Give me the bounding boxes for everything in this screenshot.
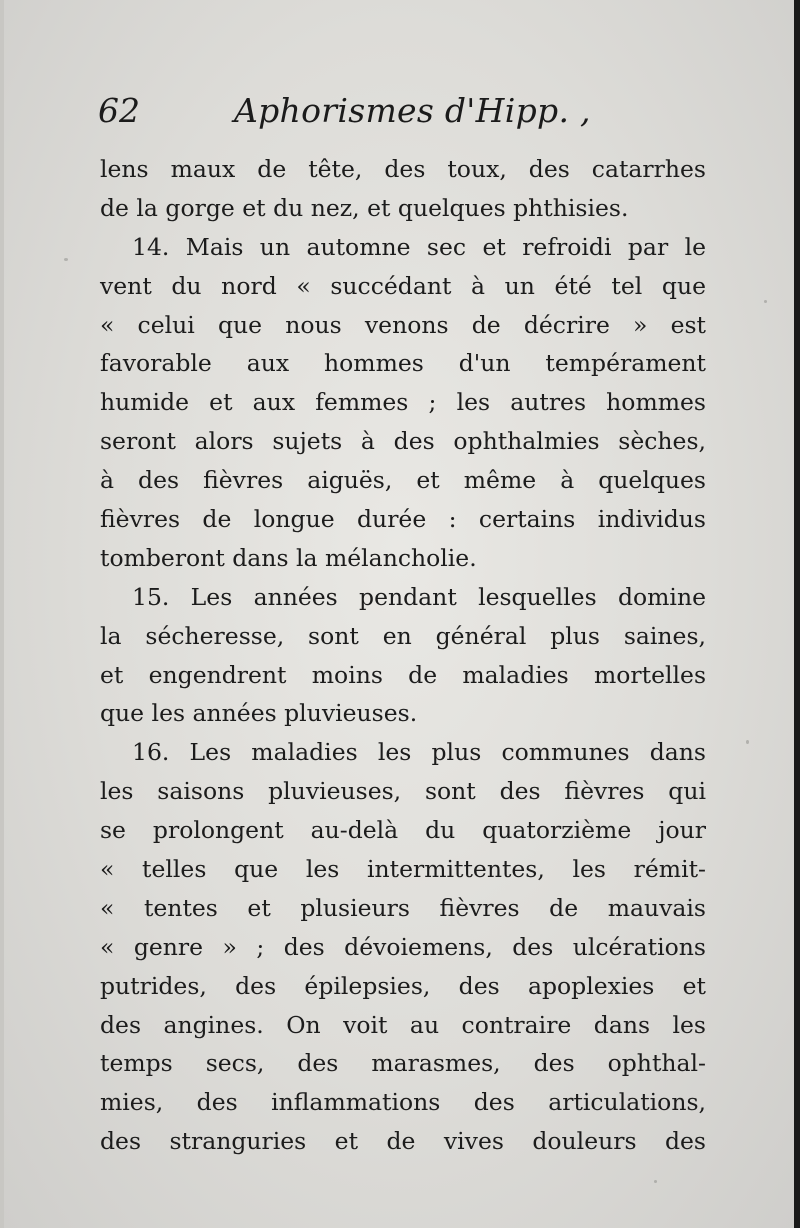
text-line: les saisons pluvieuses, sont des fièvres qui [100, 777, 706, 806]
text-line: la sécheresse, sont en général plus saines, [100, 621, 706, 650]
body-text [100, 150, 706, 1161]
paper-speck [764, 300, 767, 303]
text-line: à des fièvres aiguës, et même à quelques [100, 466, 706, 495]
text-line: vent du nord « succédant à un été tel que [100, 271, 706, 300]
text-line: de la gorge et du nez, et quelques phthisies. [100, 193, 629, 222]
text-line: des stranguries et de vives douleurs des [100, 1127, 706, 1156]
text-line: « telles que les intermittentes, les rémit- [100, 855, 706, 884]
text-line: seront alors sujets à des ophthalmies sèches, [100, 427, 706, 456]
aphorism-16-start: 16. Les maladies les plus communes dans [132, 738, 706, 767]
aphorism-15-start: 15. Les années pendant lesquelles domine [132, 582, 706, 611]
running-title: Aphorismes d'Hipp. , [234, 91, 591, 130]
text-line: putrides, des épilepsies, des apoplexies et [100, 971, 706, 1000]
text-line: et engendrent moins de maladies mortelles [100, 660, 706, 689]
text-line: « celui que nous venons de décrire » est [100, 310, 706, 339]
text-line: tomberont dans la mélancholie. [100, 543, 477, 572]
text-line: favorable aux hommes d'un tempérament [100, 349, 706, 378]
text-line: lens maux de tête, des toux, des catarrhes [100, 155, 706, 183]
text-line: que les années pluvieuses. [100, 699, 418, 728]
paper-speck [654, 1180, 657, 1183]
aphorism-14-start: 14. Mais un automne sec et refroidi par le [132, 232, 706, 261]
text-line: fièvres de longue durée : certains individus [100, 505, 706, 534]
paper-speck [746, 740, 749, 744]
page-number: 62 [98, 91, 140, 130]
paper-speck [64, 258, 68, 261]
text-line: des angines. On voit au contraire dans les [100, 1010, 706, 1039]
text-line: mies, des inflammations des articulations, [100, 1088, 706, 1117]
text-line: se prolongent au-delà du quatorzième jour [100, 816, 706, 845]
text-line: « genre » ; des dévoiemens, des ulcérations [100, 932, 706, 961]
text-line: temps secs, des marasmes, des ophthal- [100, 1049, 706, 1078]
text-line: humide et aux femmes ; les autres hommes [100, 388, 706, 417]
page-header [98, 86, 718, 136]
text-line: « tentes et plusieurs fièvres de mauvais [100, 893, 706, 922]
